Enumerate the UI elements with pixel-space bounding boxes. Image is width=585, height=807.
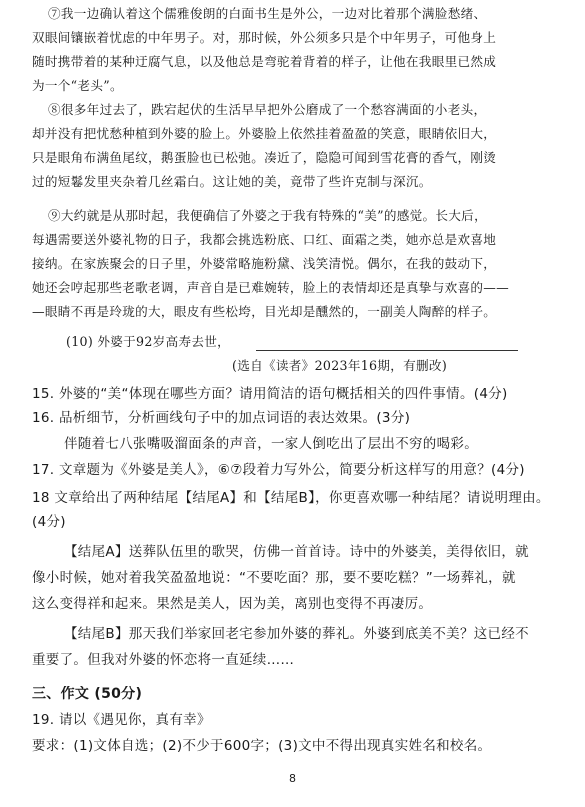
passage-p7-line: 为一个“老头”。: [32, 78, 123, 93]
question-18-points: (4分): [32, 514, 66, 530]
ending-a-line: 像小时候，她对着我笑盈盈地说：“不要吃面？那，要不要吃糕？”一场葬礼，就: [32, 570, 516, 586]
question-19: 19. 请以《遇见你，真有幸》: [32, 712, 211, 728]
ending-a-line: 这么变得祥和起来。果然是美人，因为美，离别也变得不再凄厉。: [32, 596, 433, 612]
passage-p7-line: 随时携带着的某种迂腐气息，以及他总是弯驼着背着的样子，让他在我眼里已然成: [32, 54, 497, 69]
passage-p9-line: 她还会哼起那些老歌老调，声音自是已难婉转，脸上的表情却还是真挚与欢喜的——: [32, 280, 510, 295]
passage-p8-line: ⑧很多年过去了，跌宕起伏的生活早早把外公磨成了一个愁容满面的小老头，: [48, 102, 487, 117]
question-18: 18 文章给出了两种结尾【结尾A】和【结尾B】，你更喜欢哪一种结尾？请说明理由。: [32, 490, 550, 506]
passage-p10: (10) 外婆于92岁高寿去世，: [66, 334, 231, 349]
question-16: 16. 品析细节，分析画线句子中的加点词语的表达效果。(3分): [32, 410, 411, 426]
passage-p9-line: ⑨大约就是从那时起，我便确信了外婆之于我有特殊的“美”的感觉。长大后，: [48, 208, 487, 223]
passage-p9-line: 每遇需要送外婆礼物的日子，我都会挑选粉底、口红、面霜之类，她亦总是欢喜地: [32, 232, 497, 247]
passage-p7-line: 双眼间镶嵌着忧虑的中年男子。对，那时候，外公须多只是个中年男子，可他身上: [32, 30, 497, 45]
page-number: 8: [289, 772, 296, 785]
passage-p8-line: 过的短鬈发里夹杂着几丝霜白。这让她的美，竟带了些许克制与深沉。: [32, 174, 432, 189]
ending-b-line: 【结尾B】那天我们举家回老宅参加外婆的葬礼。外婆到底美不美？这已经不: [64, 626, 529, 642]
question-17: 17. 文章题为《外婆是美人》，⑥⑦段着力写外公，简要分析这样写的用意？(4分): [32, 462, 525, 478]
ending-b-line: 重要了。但我对外婆的怀恋将一直延续……: [32, 652, 295, 668]
question-15: 15. 外婆的“美“体现在哪些方面？请用简洁的语句概括相关的四件事情。(4分): [32, 386, 508, 402]
section-heading-writing: 三、作文 (50分): [32, 686, 143, 702]
passage-p9-line: —眼睛不再是玲珑的大，眼皮有些松垮，目光却是醺然的，一副美人陶醉的样子。: [32, 304, 497, 319]
answer-blank-line: [256, 350, 518, 351]
passage-source: (选自《读者》2023年16期，有删改): [232, 358, 448, 373]
question-16-quote: 伴随着七八张嘴吸溜面条的声音，一家人倒吃出了层出不穷的喝彩。: [64, 436, 478, 452]
passage-p8-line: 只是眼角布满鱼尾纹，鹅蛋脸也已松弛。凑近了，隐隐可闻到雪花膏的香气，刚烫: [32, 150, 497, 165]
writing-requirements: 要求：(1)文体自选；(2)不少于600字；(3)文中不得出现真实姓名和校名。: [32, 738, 492, 754]
passage-p8-line: 却并没有把忧愁种植到外婆的脸上。外婆脸上依然挂着盈盈的笑意，眼睛依旧大，: [32, 126, 497, 141]
passage-p7-line: ⑦我一边确认着这个儒雅俊朗的白面书生是外公，一边对比着那个满脸愁绪、: [48, 6, 487, 21]
passage-p9-line: 接纳。在家族聚会的日子里，外婆常略施粉黛、浅笑清悦。偶尔，在我的鼓动下，: [32, 256, 497, 271]
ending-a-line: 【结尾A】送葬队伍里的歌哭，仿佛一首首诗。诗中的外婆美，美得依旧，就: [64, 544, 529, 560]
